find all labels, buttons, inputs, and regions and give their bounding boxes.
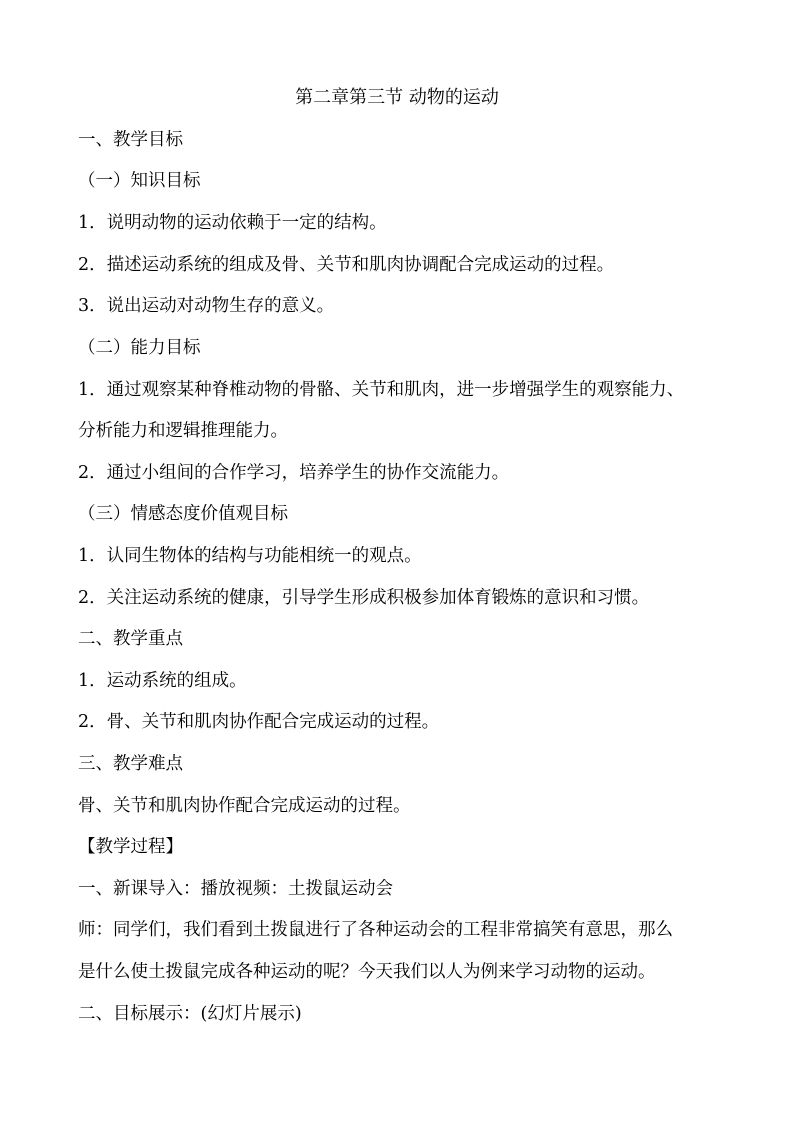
attitude-goal-2: 2．关注运动系统的健康，引导学生形成积极参加体育锻炼的意识和习惯。 xyxy=(78,588,650,608)
teacher-remark-continued: 是什么使土拨鼠完成各种运动的呢？今天我们以人为例来学习动物的运动。 xyxy=(78,962,656,982)
subheading-attitude-goals: （三）情感态度价值观目标 xyxy=(78,504,288,524)
knowledge-goal-1: 1．说明动物的运动依赖于一定的结构。 xyxy=(78,213,387,233)
teacher-remark: 师：同学们，我们看到土拨鼠进行了各种运动会的工程非常搞笑有意思，那么 xyxy=(78,920,673,940)
ability-goal-1: 1．通过观察某种脊椎动物的骨骼、关节和肌肉，进一步增强学生的观察能力、 xyxy=(78,380,685,400)
process-intro: 一、新课导入：播放视频：土拨鼠运动会 xyxy=(78,879,393,899)
difficult-point: 骨、关节和肌肉协作配合完成运动的过程。 xyxy=(78,796,411,816)
knowledge-goal-3: 3．说出运动对动物生存的意义。 xyxy=(78,296,335,316)
attitude-goal-1: 1．认同生物体的结构与功能相统一的观点。 xyxy=(78,546,422,566)
subheading-knowledge-goals: （一）知识目标 xyxy=(78,171,201,191)
subheading-ability-goals: （二）能力目标 xyxy=(78,338,201,358)
heading-key-points: 二、教学重点 xyxy=(78,629,183,649)
heading-teaching-goals: 一、教学目标 xyxy=(78,130,183,150)
ability-goal-1-continued: 分析能力和逻辑推理能力。 xyxy=(78,421,288,441)
heading-difficult-points: 三、教学难点 xyxy=(78,754,183,774)
process-goal-display: 二、目标展示：(幻灯片展示) xyxy=(78,1004,302,1024)
key-point-1: 1．运动系统的组成。 xyxy=(78,671,247,691)
knowledge-goal-2: 2．描述运动系统的组成及骨、关节和肌肉协调配合完成运动的过程。 xyxy=(78,255,615,275)
document-title: 第二章第三节 动物的运动 xyxy=(295,87,499,108)
ability-goal-2: 2．通过小组间的合作学习，培养学生的协作交流能力。 xyxy=(78,463,510,483)
key-point-2: 2．骨、关节和肌肉协作配合完成运动的过程。 xyxy=(78,712,440,732)
heading-teaching-process: 【教学过程】 xyxy=(78,837,183,857)
